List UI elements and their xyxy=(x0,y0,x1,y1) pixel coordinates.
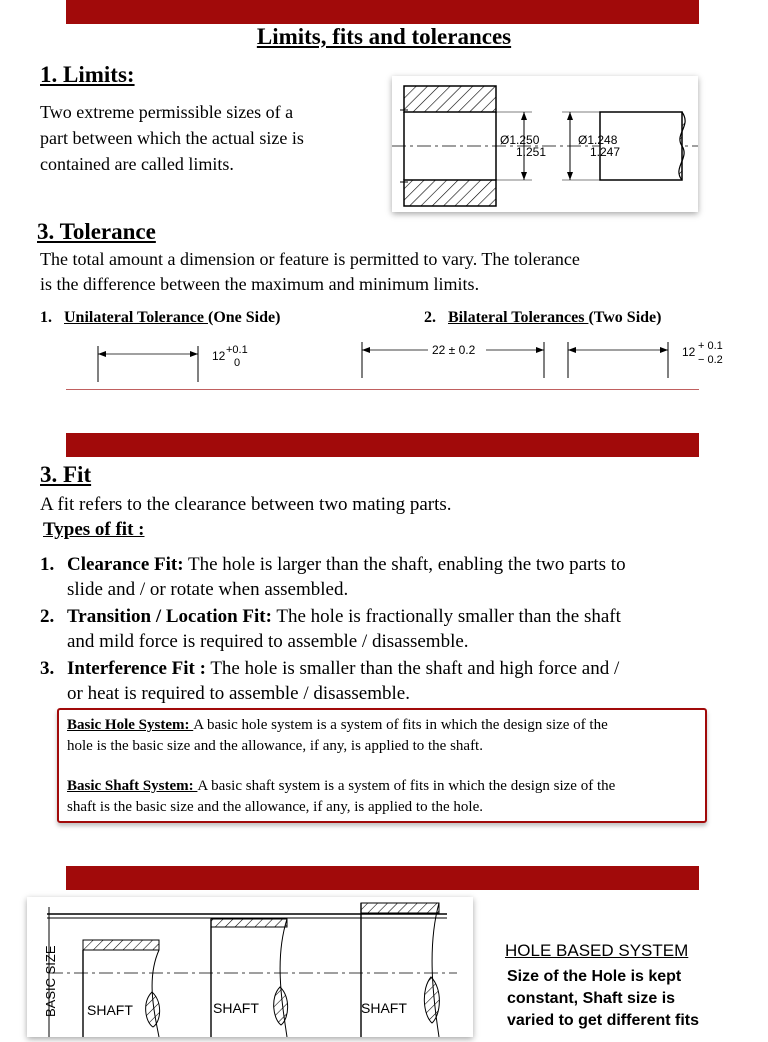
hole-limit-upper: Ø1.250 xyxy=(500,133,540,147)
shaft-limit-lower: 1.247 xyxy=(590,145,621,159)
tolerance-line-1: The total amount a dimension or feature is permitted to vary. The tolerance xyxy=(40,249,580,269)
fit-item-2-num: 2. xyxy=(40,606,55,627)
fit-intro: A fit refers to the clearance between two mating parts. xyxy=(40,494,452,515)
section-band-fit xyxy=(66,433,699,457)
unilateral-sup: +0.1 xyxy=(226,344,248,356)
bilateral-heading xyxy=(424,309,661,327)
hole-based-text xyxy=(507,966,767,1032)
tolerance-line-2: is the difference between the maximum and minimum limits. xyxy=(40,274,480,294)
tolerance-dimension-drawings xyxy=(90,338,750,386)
basic-shaft-line1: A basic shaft system is a system of fits in which the design size of the xyxy=(197,778,616,794)
unilateral-label: Unilateral Tolerance xyxy=(64,309,208,326)
shaft-limit-upper: Ø1.248 xyxy=(578,133,618,147)
basic-hole-line1: A basic hole system is a system of fits in which the design size of the xyxy=(193,717,608,733)
tolerance-text xyxy=(40,247,740,297)
fit-item-3-line1: The hole is smaller than the shaft and high force and / xyxy=(205,658,620,679)
fit-item-3 xyxy=(40,656,720,708)
hole-based-drawing xyxy=(27,897,473,1037)
types-of-fit-heading: Types of fit : xyxy=(43,519,145,540)
basic-hole-line2: hole is the basic size and the allowance, if any, is applied to the shaft. xyxy=(67,738,483,754)
hole-limit-lower: 1.251 xyxy=(516,145,547,159)
fit-item-3-line2: or heat is required to assemble / disassemble. xyxy=(67,683,410,704)
fit-item-2-term: Transition / Location Fit: xyxy=(67,606,272,627)
bilateral-num: 2. xyxy=(424,309,436,326)
bilateral-rest: (Two Side) xyxy=(588,309,662,326)
fit-item-1-term: Clearance Fit: xyxy=(67,554,184,575)
bilateral-dim: 22 ± 0.2 xyxy=(432,343,476,357)
limits-line-1: Two extreme permissible sizes of a xyxy=(40,102,294,122)
hole-based-line-1: Size of the Hole is kept xyxy=(507,968,682,985)
basic-shaft-line2: shaft is the basic size and the allowance, if any, is applied to the hole. xyxy=(67,799,483,815)
limits-heading: 1. Limits: xyxy=(40,62,135,87)
fit-item-2 xyxy=(40,604,720,656)
hole-based-line-2: constant, Shaft size is xyxy=(507,990,676,1007)
hole-based-heading: HOLE BASED SYSTEM xyxy=(505,941,689,960)
limits-text xyxy=(40,99,380,177)
basic-size-label: BASIC SIZE xyxy=(43,945,58,1017)
shaft-label-1: SHAFT xyxy=(87,1002,133,1018)
unilateral-rest: (One Side) xyxy=(207,309,281,326)
bilateral-label: Bilateral Tolerances xyxy=(448,309,589,326)
basic-shaft-term: Basic Shaft System: xyxy=(67,778,198,794)
shaft-label-3: SHAFT xyxy=(361,1000,407,1016)
shaft-label-2: SHAFT xyxy=(213,1000,259,1016)
tolerance-heading: 3. Tolerance xyxy=(37,219,156,244)
limits-figure xyxy=(392,76,698,212)
page-title: Limits, fits and tolerances xyxy=(256,24,512,49)
section-band-hole-system xyxy=(66,866,699,890)
fit-item-3-term: Interference Fit : xyxy=(67,658,206,679)
bilateral-sub: − 0.2 xyxy=(698,354,723,366)
bilateral-base: 12 xyxy=(682,345,696,359)
unilateral-sub: 0 xyxy=(234,357,241,369)
header-band xyxy=(66,0,699,24)
limits-line-3: contained are called limits. xyxy=(40,154,234,174)
unilateral-num: 1. xyxy=(40,309,52,326)
fit-item-3-num: 3. xyxy=(40,658,55,679)
fit-item-2-line2: and mild force is required to assemble / disassemble. xyxy=(67,631,469,652)
fit-item-1-line1: The hole is larger than the shaft, enabling the two parts to xyxy=(183,554,626,575)
fit-heading: 3. Fit xyxy=(40,462,92,487)
bilateral-sup: + 0.1 xyxy=(698,340,723,352)
section-divider xyxy=(66,389,699,390)
basic-systems-box xyxy=(57,708,707,823)
basic-hole-term: Basic Hole System: xyxy=(67,717,194,733)
fit-item-1 xyxy=(40,552,720,604)
unilateral-heading xyxy=(40,309,280,327)
fit-item-1-num: 1. xyxy=(40,554,55,575)
limits-line-2: part between which the actual size is xyxy=(40,128,304,148)
fit-item-1-line2: slide and / or rotate when assembled. xyxy=(67,579,349,600)
hole-based-line-3: varied to get different fits xyxy=(507,1012,700,1029)
hole-shaft-drawing xyxy=(392,76,698,212)
unilateral-base: 12 xyxy=(212,349,226,363)
fit-item-2-line1: The hole is fractionally smaller than the shaft xyxy=(271,606,621,627)
hole-based-figure xyxy=(27,897,473,1037)
